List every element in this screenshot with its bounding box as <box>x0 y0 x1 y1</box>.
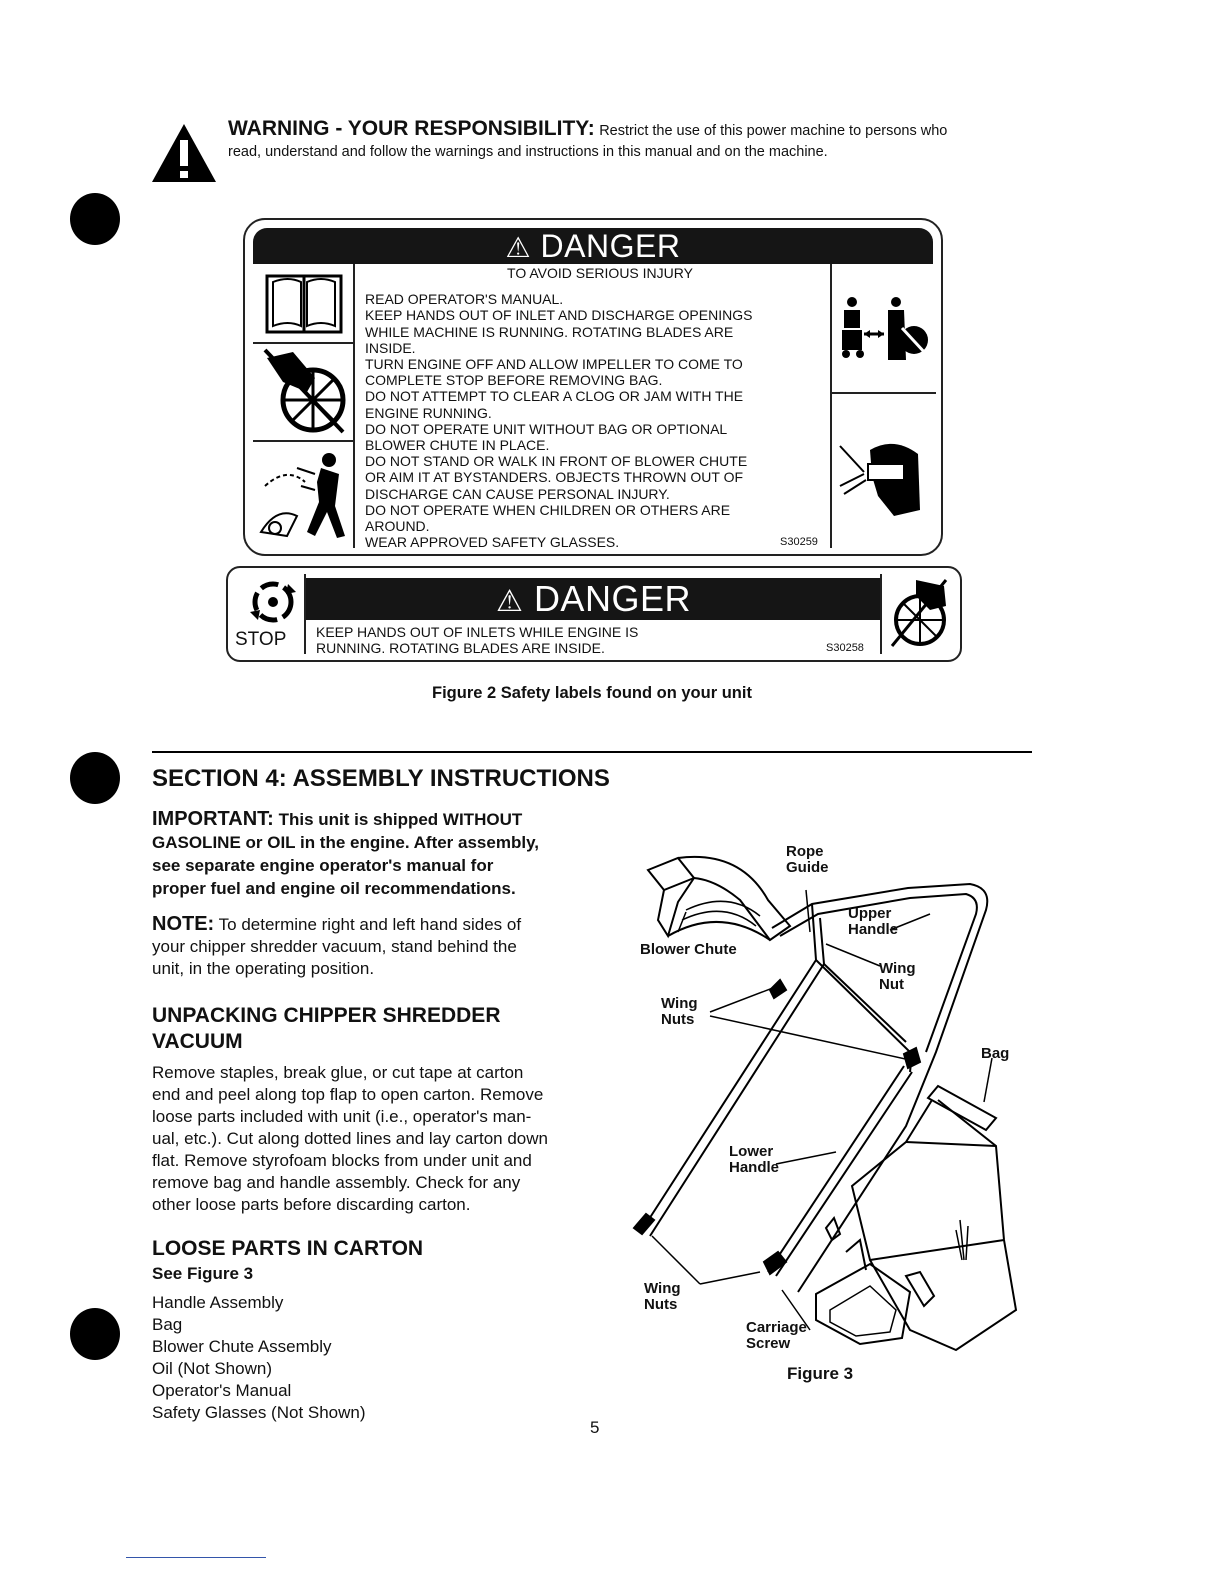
danger-line: AROUND. <box>365 518 430 535</box>
important-label: IMPORTANT: <box>152 808 274 830</box>
callout-lower-handle <box>729 1144 779 1176</box>
important-line: GASOLINE or OIL in the engine. After assembly, <box>152 833 539 852</box>
danger-line: DISCHARGE CAN CAUSE PERSONAL INJURY. <box>365 485 670 502</box>
warning-text-line1: Restrict the use of this power machine to persons who <box>599 123 948 139</box>
footer-rule <box>126 1557 266 1558</box>
parts-list <box>152 1292 366 1424</box>
callout-text: Wing <box>661 995 698 1012</box>
hand-blade-icon <box>263 348 347 434</box>
callout-text: Handle <box>848 921 899 938</box>
unpack-heading-line2: VACUUM <box>152 1030 243 1053</box>
danger-label-inlet <box>226 566 962 662</box>
danger-line: DO NOT OPERATE WHEN CHILDREN OR OTHERS ARE <box>365 501 731 518</box>
warning-block <box>228 117 1048 160</box>
callout-text: Screw <box>746 1335 791 1352</box>
unpack-heading-line1: UNPACKING CHIPPER SHREDDER <box>152 1004 501 1027</box>
callout-text: Upper <box>848 905 892 922</box>
danger-line: DO NOT OPERATE UNIT WITHOUT BAG OR OPTIONAL <box>365 420 728 437</box>
callout-text: Rope <box>786 843 824 860</box>
unpack-paragraph <box>152 1062 592 1216</box>
danger-title: DANGER <box>540 228 681 264</box>
safety-glasses-icon <box>838 440 930 520</box>
danger-line: READ OPERATOR'S MANUAL. <box>365 291 564 308</box>
callout-text: Nuts <box>661 1011 695 1028</box>
unpack-line: flat. Remove styrofoam blocks from under unit and <box>152 1151 532 1170</box>
figure3-caption: Figure 3 <box>787 1364 854 1383</box>
note-line: To determine right and left hand sides of <box>218 915 522 934</box>
list-item: Blower Chute Assembly <box>152 1337 332 1356</box>
unpack-line: loose parts included with unit (i.e., operator's man- <box>152 1107 532 1126</box>
important-block <box>152 808 592 900</box>
warning-triangle-icon <box>150 122 218 184</box>
unpack-line: other loose parts before discarding carton. <box>152 1195 471 1214</box>
label-code-2: S30258 <box>826 642 864 654</box>
danger-label-main <box>243 218 943 556</box>
loose-parts-heading: LOOSE PARTS IN CARTON <box>152 1237 424 1260</box>
list-item: Bag <box>152 1315 183 1334</box>
callout-text: Wing <box>644 1280 681 1297</box>
callout-text: Handle <box>729 1159 780 1176</box>
note-block <box>152 913 592 980</box>
danger-subtitle: TO AVOID SERIOUS INJURY <box>507 265 693 281</box>
list-item: Operator's Manual <box>152 1381 292 1400</box>
danger-line: INSIDE. <box>365 339 416 356</box>
stop-text: STOP <box>235 629 287 650</box>
unpack-line: end and peel along top flap to open carton. Remove <box>152 1085 544 1104</box>
unpack-line: Remove staples, break glue, or cut tape at carton <box>152 1063 524 1082</box>
note-line: your chipper shredder vacuum, stand behind the <box>152 937 517 956</box>
manual-book-icon <box>263 270 345 338</box>
left-icon-column <box>253 264 355 548</box>
callout-text: Wing <box>879 960 916 977</box>
callout-blower-chute: Blower Chute <box>640 941 737 958</box>
callout-wing-nut-right <box>879 961 916 993</box>
hand-blade-small-icon <box>886 576 950 652</box>
callout-wing-nuts-lower <box>644 1281 681 1313</box>
callout-text: Lower <box>729 1143 774 1160</box>
danger-text-column <box>365 265 835 550</box>
important-line: see separate engine operator's manual for <box>152 856 494 875</box>
list-item: Handle Assembly <box>152 1293 284 1312</box>
right-icon-column <box>830 264 936 548</box>
danger-title-2: DANGER <box>533 578 691 619</box>
keep-away-icon <box>838 294 930 364</box>
danger-line: WEAR APPROVED SAFETY GLASSES. <box>365 534 620 551</box>
list-item: Safety Glasses (Not Shown) <box>152 1403 366 1422</box>
page-number: 5 <box>590 1418 600 1437</box>
see-figure-3: See Figure 3 <box>152 1264 254 1283</box>
warning-text-line2: read, understand and follow the warnings and instructions in this manual and on the machine. <box>228 144 828 160</box>
danger-line: DO NOT ATTEMPT TO CLEAR A CLOG OR JAM WITH THE <box>365 388 744 405</box>
note-line: unit, in the operating position. <box>152 959 375 978</box>
inlet-warning-text <box>316 624 638 656</box>
important-line: This unit is shipped WITHOUT <box>278 810 523 829</box>
danger-line: DO NOT STAND OR WALK IN FRONT OF BLOWER CHUTE <box>365 453 748 470</box>
unpack-line: ual, etc.). Cut along dotted lines and lay carton down <box>152 1129 548 1148</box>
bystander-injury-icon <box>257 446 351 544</box>
warning-heading: WARNING - YOUR RESPONSIBILITY: <box>228 117 595 140</box>
danger-banner-2: ⚠ DANGER <box>306 578 881 620</box>
danger-line: WHILE MACHINE IS RUNNING. ROTATING BLADES ARE <box>365 323 734 340</box>
unpack-line: remove bag and handle assembly. Check for any <box>152 1173 521 1192</box>
figure2-caption: Figure 2 Safety labels found on your unit <box>432 684 752 702</box>
danger-line: OR AIM IT AT BYSTANDERS. OBJECTS THROWN OUT OF <box>365 469 744 486</box>
blower-chute-drawing <box>648 857 790 940</box>
callout-text: Guide <box>786 859 829 876</box>
binder-hole-bottom <box>70 1308 120 1360</box>
danger-line: BLOWER CHUTE IN PLACE. <box>365 437 550 454</box>
danger-line: TURN ENGINE OFF AND ALLOW IMPELLER TO COME TO <box>365 356 743 373</box>
callout-text: Carriage <box>746 1319 807 1336</box>
callout-text: Nut <box>879 976 904 993</box>
unpack-heading <box>152 1003 500 1055</box>
binder-hole-top <box>70 193 120 245</box>
note-label: NOTE: <box>152 913 215 935</box>
binder-hole-middle <box>70 752 120 804</box>
important-line: proper fuel and engine oil recommendations. <box>152 879 516 898</box>
danger-banner: ⚠ DANGER <box>253 228 933 264</box>
section-divider <box>152 751 1032 753</box>
danger-line: ENGINE RUNNING. <box>365 404 492 421</box>
list-item: Oil (Not Shown) <box>152 1359 272 1378</box>
danger-line: KEEP HANDS OUT OF INLET AND DISCHARGE OPENINGS <box>365 307 753 324</box>
callout-rope-guide <box>786 844 829 876</box>
callout-bag: Bag <box>981 1045 1010 1062</box>
danger-line: COMPLETE STOP BEFORE REMOVING BAG. <box>365 372 663 389</box>
callout-carriage-screw <box>746 1320 807 1352</box>
callout-text: Nuts <box>644 1296 678 1313</box>
inlet-warning-line2: RUNNING. ROTATING BLADES ARE INSIDE. <box>316 640 605 657</box>
callout-wing-nuts-upper <box>661 996 698 1028</box>
section-title: SECTION 4: ASSEMBLY INSTRUCTIONS <box>152 765 610 792</box>
callout-upper-handle <box>848 906 898 938</box>
rotating-impeller-icon <box>248 578 298 626</box>
label-code: S30259 <box>780 536 818 548</box>
inlet-warning-line1: KEEP HANDS OUT OF INLETS WHILE ENGINE IS <box>316 624 639 640</box>
figure3-drawing <box>620 840 1040 1360</box>
